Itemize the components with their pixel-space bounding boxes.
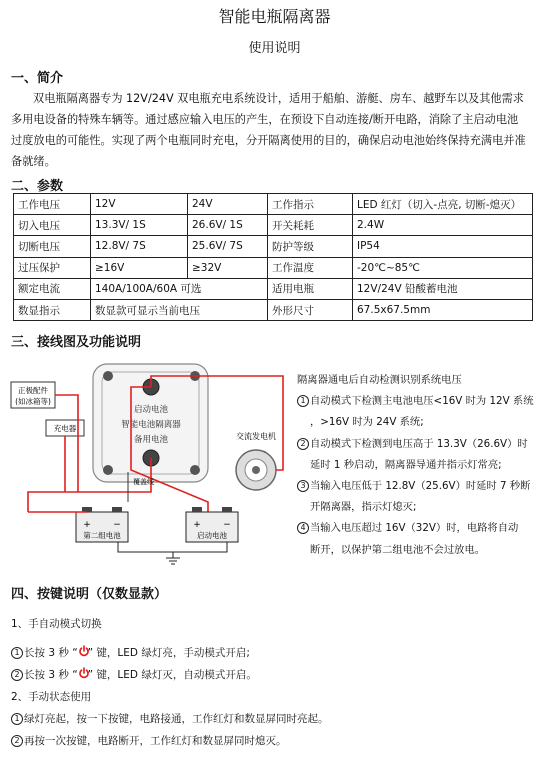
table-cell: 工作指示 <box>268 194 353 215</box>
isolator-name-label: 智能电池隔离器 <box>121 420 181 430</box>
function-item <box>297 476 542 497</box>
function-item <box>297 391 542 412</box>
table-cell: 数显款可显示当前电压 <box>91 299 268 320</box>
key-text: 长按 3 秒 “ <box>24 647 78 659</box>
table-cell: 外形尺寸 <box>268 299 353 320</box>
table-cell: -20℃~85℃ <box>353 257 533 278</box>
function-text: 自动模式下检测主电池电压<16V 时为 12V 系统 <box>310 395 534 408</box>
keys-heading: 四、按键说明（仅数显款） <box>11 587 168 602</box>
table-row <box>14 236 533 257</box>
screw-icon <box>103 371 113 381</box>
table-cell: 数显指示 <box>14 299 91 320</box>
table-cell: 67.5x67.5mm <box>353 299 533 320</box>
doc-subtitle: 使用说明 <box>248 41 301 56</box>
battery-terminal <box>112 507 122 512</box>
table-cell: LED 红灯（切入-点亮, 切断-熄灭） <box>353 194 533 215</box>
battery-terminal <box>222 507 232 512</box>
function-text: 当输入电压低于 12.8V（25.6V）时延时 7 秒断 <box>310 479 531 492</box>
function-list <box>297 370 542 561</box>
intro-heading: 一、简介 <box>11 71 64 86</box>
keys-sub1: 1、手自动模式切换 <box>11 618 102 630</box>
item-number: 3 <box>297 480 309 492</box>
table-row <box>14 278 533 299</box>
battery-terminal <box>192 507 202 512</box>
screw-icon <box>190 465 200 475</box>
isolator-start-label: 启动电池 <box>133 405 169 415</box>
doc-title: 智能电瓶隔离器 <box>218 7 331 26</box>
function-item <box>297 518 542 539</box>
table-cell: 切入电压 <box>14 215 91 236</box>
key-text: ” 键，LED 绿灯亮，手动模式开启; <box>87 647 250 659</box>
table-cell: IP54 <box>353 236 533 257</box>
function-intro: 隔离器通电后自动检测识别系统电压 <box>297 374 462 386</box>
manual-text: 绿灯亮起，按一下按键，电路接通，工作红灯和数显屏同时亮起。 <box>24 713 329 725</box>
intro-paragraph <box>11 88 531 172</box>
manual-instruction <box>11 733 287 748</box>
function-text: 自动模式下检测到电压高于 13.3V（26.6V）时 <box>310 437 528 450</box>
keys-sub2: 2、手动状态使用 <box>11 691 92 703</box>
function-item <box>297 434 542 455</box>
table-cell: 额定电流 <box>14 278 91 299</box>
item-number: 2 <box>11 735 23 747</box>
battery1-plus: + <box>193 520 201 530</box>
params-heading: 二、参数 <box>11 179 64 194</box>
manual-text: 再按一次按键，电路断开，工作红灯和数显屏同时熄灭。 <box>24 735 287 747</box>
key-text: ” 键，LED 绿灯灭，自动模式开启。 <box>87 669 257 681</box>
power-icon <box>78 645 88 655</box>
table-cell: 13.3V/ 1S <box>91 215 188 236</box>
wiring-heading: 三、接线图及功能说明 <box>11 335 142 350</box>
ignition-label: 覆盖线 <box>133 478 154 486</box>
function-text: 开隔离器，指示灯熄灭; <box>310 501 417 514</box>
table-cell: 25.6V/ 7S <box>188 236 268 257</box>
table-cell: 140A/100A/60A 可选 <box>91 278 268 299</box>
battery1-minus: − <box>223 520 231 530</box>
charger-label: 充电器 <box>53 424 77 433</box>
ground-wire <box>118 542 227 558</box>
screw-icon <box>103 465 113 475</box>
manual-instruction <box>11 711 329 726</box>
table-cell: 26.6V/ 1S <box>188 215 268 236</box>
battery2-plus: + <box>83 520 91 530</box>
intro-line: 多用电设备的特殊车辆等。通过感应输入电压的产生，在预设下自动连接/断开电路，消除了主启动电池 <box>11 113 519 126</box>
table-cell: 工作电压 <box>14 194 91 215</box>
table-cell: 12.8V/ 7S <box>91 236 188 257</box>
table-row <box>14 257 533 278</box>
isolator-backup-label: 备用电池 <box>133 435 169 445</box>
aux-device-label-2: (如冰箱等) <box>15 397 51 406</box>
intro-line: 备就绪。 <box>11 155 56 168</box>
table-cell: 过压保护 <box>14 257 91 278</box>
table-cell: 切断电压 <box>14 236 91 257</box>
function-text: 当输入电压超过 16V（32V）时，电路将自动 <box>310 522 519 535</box>
params-table <box>13 193 533 321</box>
item-number: 4 <box>297 522 309 534</box>
battery1-label: 启动电池 <box>197 531 227 540</box>
key-instruction <box>11 667 257 682</box>
wiring-diagram <box>8 352 298 567</box>
alternator-label: 交流发电机 <box>236 432 276 441</box>
table-row <box>14 194 533 215</box>
table-cell: 开关耗耗 <box>268 215 353 236</box>
function-text: 断开，以保护第二组电池不会过放电。 <box>310 543 486 556</box>
function-text: 延时 1 秒启动，隔离器导通并指示灯常亮; <box>310 458 502 471</box>
table-cell: 工作温度 <box>268 257 353 278</box>
table-cell: ≥16V <box>91 257 188 278</box>
key-text: 长按 3 秒 “ <box>24 669 78 681</box>
item-number: 1 <box>11 713 23 725</box>
table-cell: 适用电瓶 <box>268 278 353 299</box>
aux-device-label-1: 正极配件 <box>18 386 48 395</box>
intro-line: 过度放电的可能性。实现了两个电瓶同时充电，分开隔离使用的目的，确保启动电池始终保持充满电并准 <box>11 134 526 147</box>
table-cell: 24V <box>188 194 268 215</box>
table-cell: 防护等级 <box>268 236 353 257</box>
item-number: 2 <box>297 438 309 450</box>
table-row <box>14 215 533 236</box>
function-text: ，>16V 时为 24V 系统; <box>310 416 424 429</box>
item-number: 2 <box>11 669 23 681</box>
table-cell: ≥32V <box>188 257 268 278</box>
key-instruction <box>11 645 250 660</box>
ground-icon <box>166 558 180 564</box>
table-cell: 12V/24V 铅酸蓄电池 <box>353 278 533 299</box>
battery2-label: 第二组电池 <box>83 531 121 540</box>
item-number: 1 <box>297 395 309 407</box>
table-row <box>14 299 533 320</box>
intro-line: 双电瓶隔离器专为 12V/24V 双电瓶充电系统设计，适用于船舶、游艇、房车、越野车以及其他需求 <box>33 92 524 105</box>
battery2-minus: − <box>113 520 121 530</box>
table-cell: 12V <box>91 194 188 215</box>
item-number: 1 <box>11 647 23 659</box>
wire-aux <box>55 395 78 492</box>
alternator-axle <box>252 466 260 474</box>
power-icon <box>78 667 88 677</box>
table-cell: 2.4W <box>353 215 533 236</box>
